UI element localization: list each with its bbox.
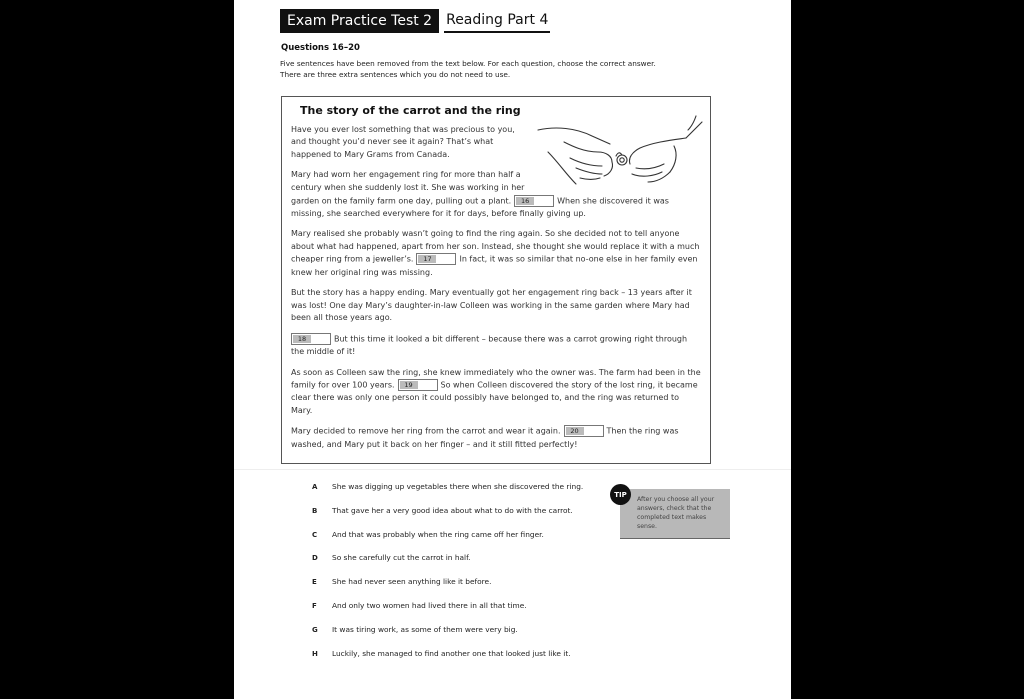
paragraph-text: Then the ring was washed, and Mary put it back on her finger – and it still fitted perfectly! — [291, 426, 679, 449]
gap-18[interactable] — [291, 333, 331, 345]
gap-number: 16 — [516, 197, 534, 205]
story-text-box — [281, 96, 711, 464]
gap-number: 18 — [293, 335, 311, 343]
option-text: That gave her a very good idea about what to do with the carrot. — [332, 505, 573, 515]
hands-ring-illustration — [536, 112, 704, 192]
option-d[interactable] — [312, 553, 612, 577]
gap-16[interactable] — [514, 195, 554, 207]
option-text: And only two women had lived there in all that time. — [332, 600, 527, 610]
instruction-line: There are three extra sentences which you do not need to use. — [280, 70, 511, 79]
option-e[interactable] — [312, 577, 612, 601]
option-g[interactable] — [312, 625, 612, 649]
paragraph-text: But this time it looked a bit different – because there was a carrot growing right through the middle of it! — [291, 334, 688, 356]
option-letter: F — [312, 601, 317, 610]
paragraph-text: Mary had worn her engagement ring for more than half a century when she suddenly lost it. She was working in her garden on the family farm one day, pulling out a plant. — [291, 170, 525, 206]
paragraph-text: When she discovered it was missing, she searched everywhere for it for days, before finally giving up. — [291, 196, 669, 218]
story-paragraph-7 — [291, 425, 702, 451]
option-h[interactable] — [312, 649, 612, 673]
instructions — [280, 58, 700, 80]
option-b[interactable] — [312, 506, 612, 530]
option-text: It was tiring work, as some of them were very big. — [332, 624, 518, 634]
gap-number: 17 — [418, 255, 436, 263]
paragraph-text: Mary realised she probably wasn’t going to find the ring again. So she decided not to tell anyone about what had happened, apart from her son. Instead, she thought she would replace it with a much cheaper ring from a jeweller’s. — [291, 229, 700, 264]
story-paragraph-5 — [291, 333, 702, 359]
story-paragraph-6 — [291, 367, 702, 418]
gap-20[interactable] — [564, 425, 604, 437]
story-paragraph-1: Have you ever lost something that was precious to you, and thought you’d never see it again? That’s what happened to Mary Grams from Canada. — [291, 124, 515, 159]
option-text: She had never seen anything like it before. — [332, 577, 492, 587]
part-label: Reading Part 4 — [444, 9, 550, 33]
section-divider — [234, 469, 791, 470]
story-paragraph-4: But the story has a happy ending. Mary eventually got her engagement ring back – 13 years after it was lost! One day Mary’s daughter-in-law Colleen was working in the same garden where Mary had been all those years ago. — [291, 288, 692, 323]
paragraph-text: As soon as Colleen saw the ring, she knew immediately who the owner was. The farm had been in the family for over 100 years. — [291, 367, 701, 390]
exam-page — [234, 0, 791, 699]
answer-options — [312, 482, 612, 672]
tip-text: After you choose all your answers, check that the completed text makes sense. — [637, 496, 715, 530]
option-letter: G — [312, 625, 318, 634]
option-a[interactable] — [312, 482, 612, 506]
option-text: So she carefully cut the carrot in half. — [332, 553, 471, 563]
gap-17[interactable] — [416, 253, 456, 265]
paragraph-text: Mary decided to remove her ring from the carrot and wear it again. — [291, 426, 561, 436]
questions-label: Questions 16–20 — [281, 43, 360, 53]
paragraph-text: So when Colleen discovered the story of the lost ring, it became clear there was only one person it could possibly have belonged to, and the ring was returned to Mary. — [291, 380, 698, 415]
gap-19[interactable] — [398, 379, 438, 391]
gap-number: 20 — [566, 427, 584, 435]
instruction-line: Five sentences have been removed from the text below. For each question, choose the correct answer. — [280, 59, 656, 68]
option-letter: C — [312, 530, 318, 539]
test-label: Exam Practice Test 2 — [280, 9, 439, 33]
option-c[interactable] — [312, 530, 612, 554]
option-letter: B — [312, 506, 318, 515]
option-text: And that was probably when the ring came off her finger. — [332, 529, 544, 539]
option-text: She was digging up vegetables there when she discovered the ring. — [332, 482, 584, 491]
paragraph-text: In fact, it was so similar that no-one else in her family even knew her original ring was missing. — [291, 254, 698, 277]
option-letter: E — [312, 578, 317, 587]
gap-number: 19 — [400, 381, 418, 389]
option-letter: A — [312, 483, 318, 491]
tip-box — [620, 489, 730, 539]
page-header — [280, 9, 550, 33]
story-paragraph-3 — [291, 228, 702, 279]
option-letter: H — [312, 649, 318, 658]
option-text: Luckily, she managed to find another one that looked just like it. — [332, 648, 571, 658]
story-title: The story of the carrot and the ring — [300, 104, 521, 117]
option-f[interactable] — [312, 601, 612, 625]
option-letter: D — [312, 554, 318, 563]
tip-badge: TIP — [610, 484, 631, 505]
